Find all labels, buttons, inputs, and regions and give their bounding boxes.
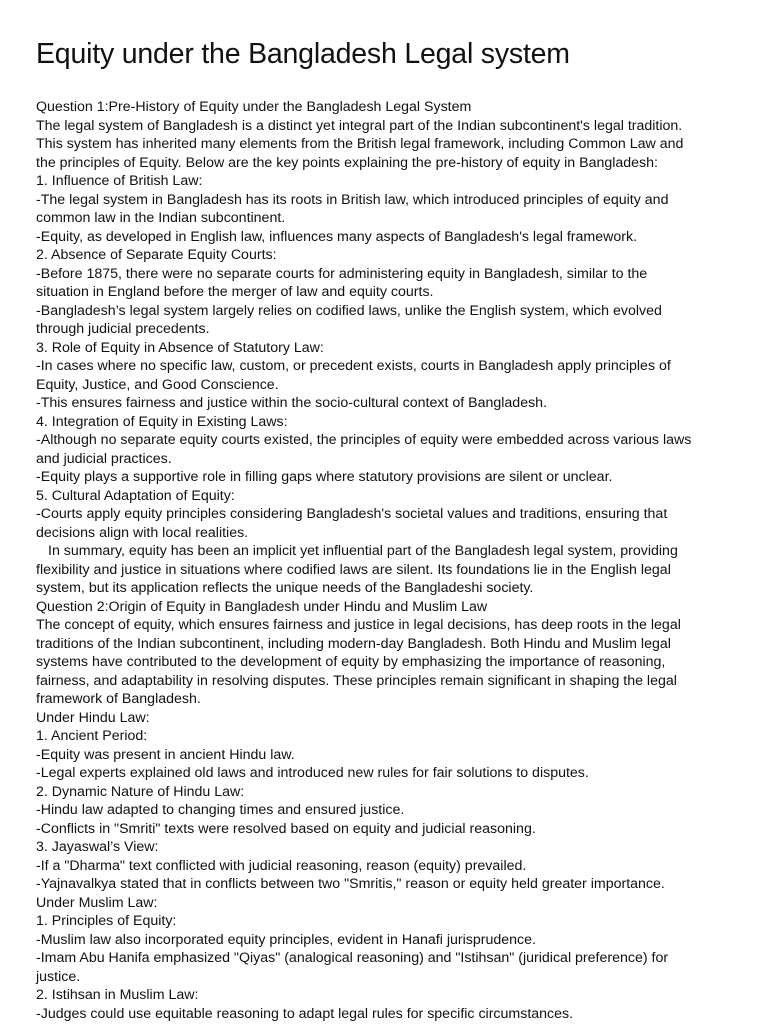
text-line: -Conflicts in "Smriti" texts were resolved based on equity and judicial reasoning. xyxy=(36,820,536,837)
text-line: -Imam Abu Hanifa emphasized "Qiyas" (analogical reasoning) and "Istihsan" (juridical preference) for xyxy=(36,950,669,966)
text-line: Question 1:Pre-History of Equity under the Bangladesh Legal System xyxy=(36,99,472,115)
text-line: Equity, Justice, and Good Conscience. xyxy=(36,376,279,393)
text-line: -In cases where no specific law, custom, or precedent exists, courts in Bangladesh apply principles of xyxy=(36,358,671,374)
text-line: flexibility and justice in situations where codified laws are silent. Its foundations lie in the English legal xyxy=(36,561,671,578)
text-line: -Judges could use equitable reasoning to adapt legal rules for specific circumstances. xyxy=(36,1005,574,1022)
text-line: 5. Cultural Adaptation of Equity: xyxy=(36,487,235,504)
document-title: Equity under the Bangladesh Legal system xyxy=(36,38,570,70)
document-body xyxy=(36,98,736,1023)
text-line: -If a "Dharma" text conflicted with judicial reasoning, reason (equity) prevailed. xyxy=(36,857,527,874)
text-line: -This ensures fairness and justice within the socio-cultural context of Bangladesh. xyxy=(36,395,548,411)
document-page xyxy=(36,34,736,1023)
text-line: 2. Istihsan in Muslim Law: xyxy=(36,987,199,1003)
text-line: -Yajnavalkya stated that in conflicts between two "Smritis," reason or equity held greater importance. xyxy=(36,876,665,892)
text-line: -Hindu law adapted to changing times and ensured justice. xyxy=(36,802,405,818)
text-line: 3. Role of Equity in Absence of Statutory Law: xyxy=(36,339,324,356)
text-line: -Courts apply equity principles considering Bangladesh's societal values and traditions, ensuring that xyxy=(36,506,668,522)
text-line: This system has inherited many elements from the British legal framework, including Common Law and xyxy=(36,136,684,152)
text-line: 3. Jayaswal’s View: xyxy=(36,839,159,855)
text-line: The legal system of Bangladesh is a distinct yet integral part of the Indian subcontinent's legal tradition. xyxy=(36,117,683,134)
text-line: 4. Integration of Equity in Existing Laws: xyxy=(36,413,288,430)
text-line: systems have contributed to the development of equity by emphasizing the importance of reasoning, xyxy=(36,654,666,670)
text-line: -Equity plays a supportive role in filling gaps where statutory provisions are silent or unclear. xyxy=(36,469,613,485)
text-line: decisions align with local realities. xyxy=(36,524,249,541)
text-line: Under Hindu Law: xyxy=(36,709,150,726)
text-line: -The legal system in Bangladesh has its roots in British law, which introduced principles of equity and xyxy=(36,191,669,208)
text-line: 2. Absence of Separate Equity Courts: xyxy=(36,247,277,263)
text-line: fairness, and adaptability in resolving disputes. These principles remain significant in shaping the legal xyxy=(36,672,677,689)
text-line: situation in England before the merger of law and equity courts. xyxy=(36,284,434,300)
text-line: through judicial precedents. xyxy=(36,321,210,337)
text-line: -Bangladesh’s legal system largely relies on codified laws, unlike the English system, which evolved xyxy=(36,302,662,319)
text-line: system, but its application reflects the unique needs of the Bangladeshi society. xyxy=(36,580,534,596)
text-line: In summary, equity has been an implicit yet influential part of the Bangladesh legal system, providing xyxy=(48,543,678,559)
text-line: -Although no separate equity courts existed, the principles of equity were embedded across various laws xyxy=(36,432,692,448)
text-line: 1. Principles of Equity: xyxy=(36,913,177,929)
text-line: -Equity, as developed in English law, influences many aspects of Bangladesh's legal framework. xyxy=(36,228,638,245)
text-line: framework of Bangladesh. xyxy=(36,691,201,707)
text-line: common law in the Indian subcontinent. xyxy=(36,210,286,226)
text-line: Question 2:Origin of Equity in Bangladesh under Hindu and Muslim Law xyxy=(36,598,488,615)
text-line: Under Muslim Law: xyxy=(36,894,158,911)
text-line: justice. xyxy=(36,968,81,985)
text-line: 1. Ancient Period: xyxy=(36,728,148,744)
text-line: 2. Dynamic Nature of Hindu Law: xyxy=(36,783,245,800)
text-line: 1. Influence of British Law: xyxy=(36,173,203,189)
text-line: The concept of equity, which ensures fairness and justice in legal decisions, has deep roots in the legal xyxy=(36,617,681,633)
text-line: -Equity was present in ancient Hindu law. xyxy=(36,746,295,763)
text-line: -Legal experts explained old laws and introduced new rules for fair solutions to disputes. xyxy=(36,765,589,781)
text-line: the principles of Equity. Below are the key points explaining the pre-history of equity in Bangladesh: xyxy=(36,154,658,171)
text-line: -Muslim law also incorporated equity principles, evident in Hanafi jurisprudence. xyxy=(36,931,536,948)
text-line: -Before 1875, there were no separate courts for administering equity in Bangladesh, similar to the xyxy=(36,265,648,282)
text-line: traditions of the Indian subcontinent, including modern-day Bangladesh. Both Hindu and Muslim legal xyxy=(36,635,671,652)
text-line: and judicial practices. xyxy=(36,450,172,467)
